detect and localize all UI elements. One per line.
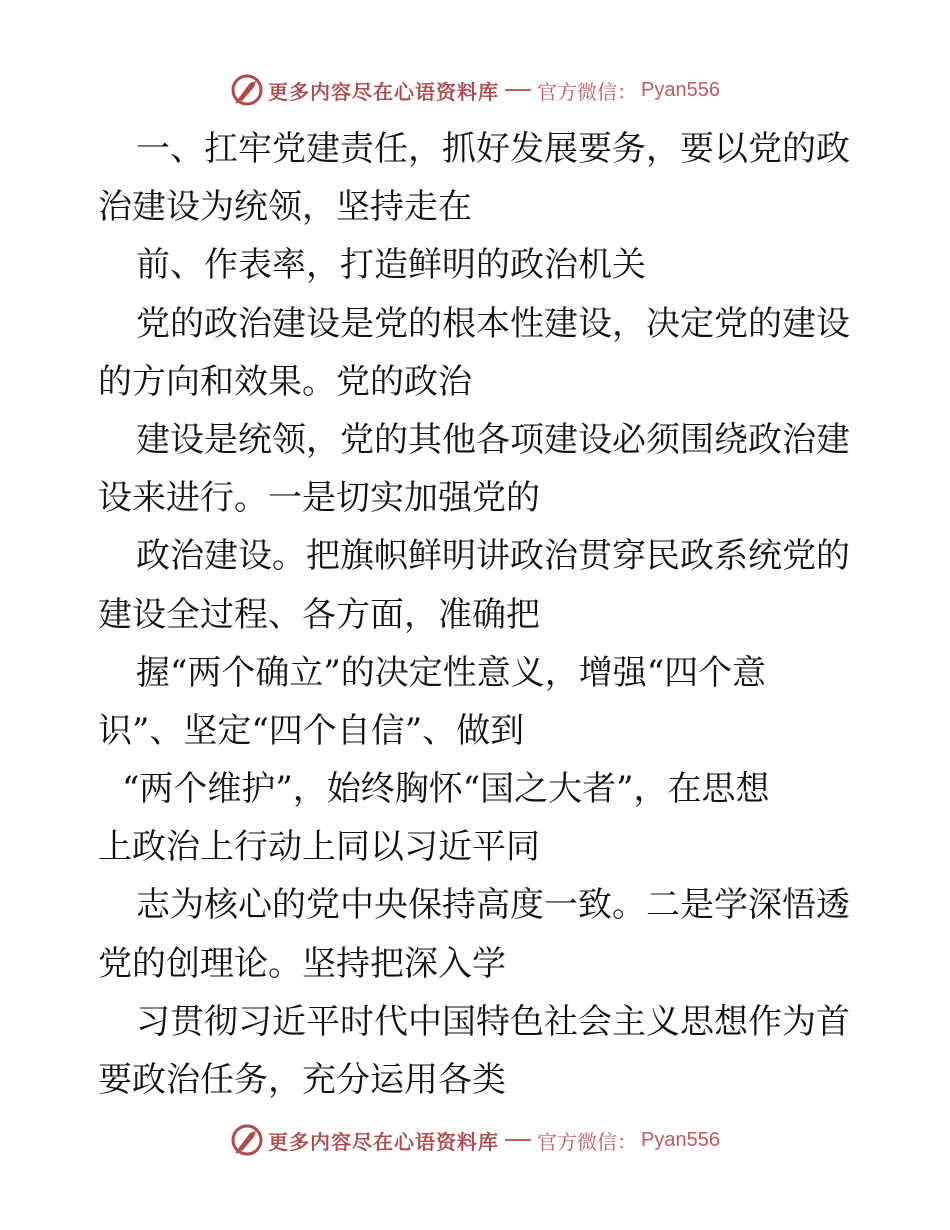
- text-line: 建设是统领，党的其他各项建设必须围绕政治建: [136, 419, 850, 460]
- quill-logo-icon: [230, 1123, 264, 1157]
- text-line: 上政治上行动上同以习近平同: [98, 827, 540, 868]
- text-line: 习贯彻习近平时代中国特色社会主义思想作为首: [136, 1001, 850, 1042]
- text-line: 治建设为统领，坚持走在: [98, 187, 472, 228]
- text-line: 前、作表率，打造鲜明的政治机关: [136, 245, 646, 286]
- text-line: 握“两个确立”的决定性意义，增强“四个意: [136, 652, 767, 693]
- header-banner-content: [230, 73, 720, 107]
- text-line: 的方向和效果。党的政治: [98, 361, 472, 402]
- text-line: 政治建设。把旗帜鲜明讲政治贯穿民政系统党的: [136, 536, 850, 577]
- text-line: 志为核心的党中央保持高度一致。二是学深悟透: [136, 885, 850, 926]
- header-dash-divider: [505, 89, 531, 91]
- text-line: 识”、坚定“四个自信”、做到: [98, 710, 525, 751]
- header-wechat-id: Pyan556: [641, 78, 720, 101]
- footer-wechat-label: 官方微信：: [537, 1129, 638, 1154]
- text-line: 要政治任务，充分运用各类: [98, 1060, 506, 1100]
- footer-dash-divider: [505, 1139, 531, 1141]
- footer-wechat-id: Pyan556: [641, 1128, 720, 1151]
- header-wechat-label: 官方微信：: [537, 79, 638, 104]
- header-brand-text: 更多内容尽在心语资料库: [268, 79, 500, 104]
- footer-banner-content: [230, 1123, 720, 1157]
- quill-logo-icon: [230, 73, 264, 107]
- text-line: 建设全过程、各方面，准确把: [98, 594, 540, 635]
- header-banner: [0, 70, 950, 110]
- document-body: [98, 120, 858, 1109]
- text-line: 设来进行。一是切实加强党的: [98, 478, 540, 519]
- text-line: “两个维护”，始终胸怀“国之大者”，在思想: [122, 769, 770, 810]
- text-line: 一、扛牢党建责任，抓好发展要务，要以党的政: [136, 129, 850, 169]
- text-line: 党的创理论。坚持把深入学: [98, 943, 506, 984]
- text-line: 党的政治建设是党的根本性建设，决定党的建设: [136, 303, 850, 344]
- footer-banner: [0, 1120, 950, 1160]
- footer-brand-text: 更多内容尽在心语资料库: [268, 1129, 500, 1154]
